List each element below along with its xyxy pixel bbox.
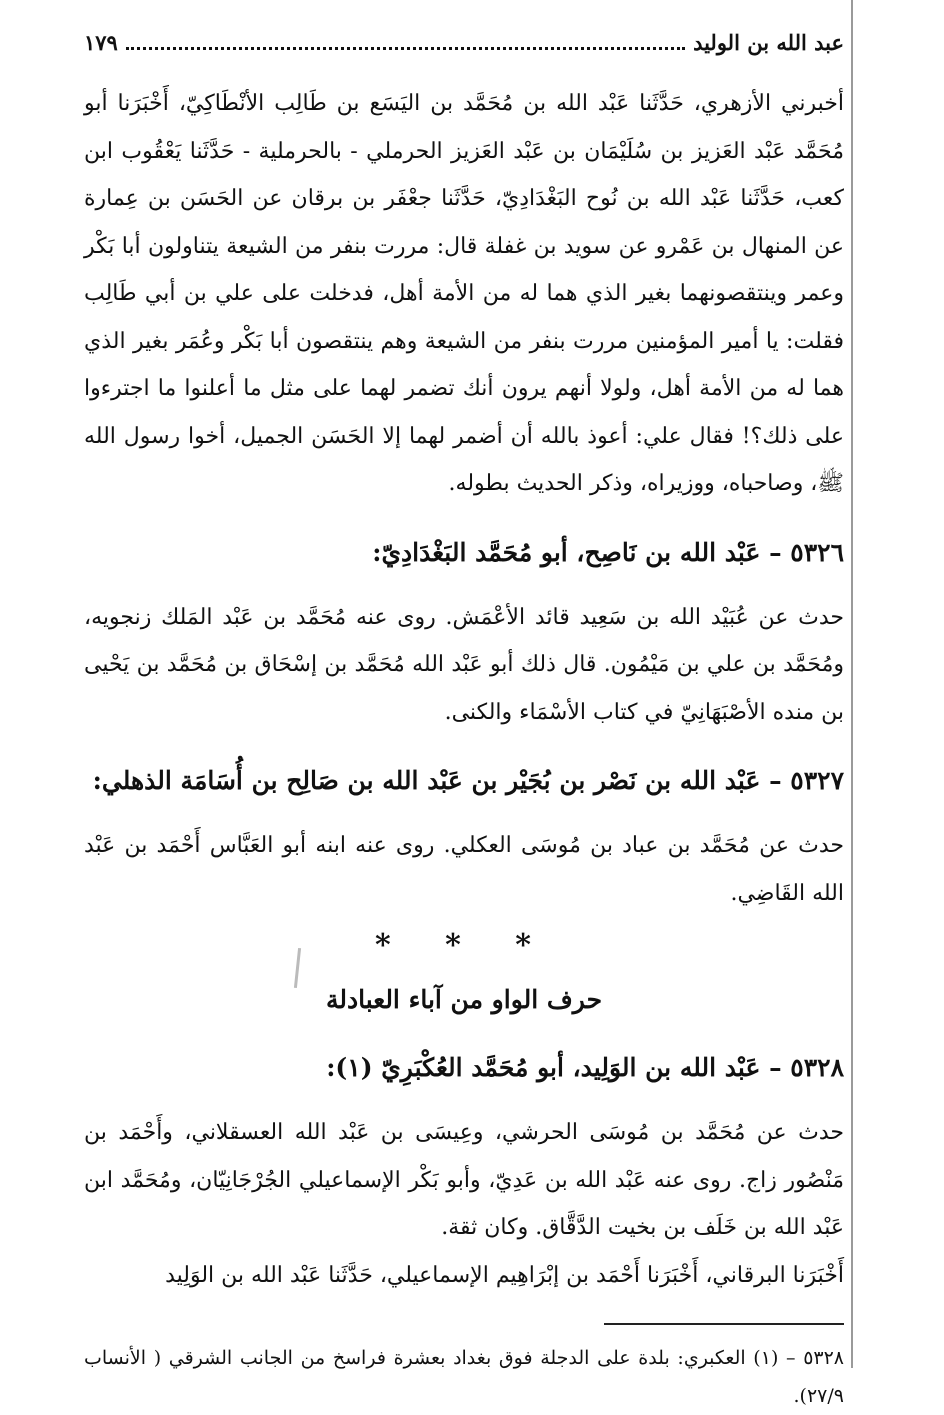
page-number: ١٧٩ <box>84 30 118 55</box>
entry-5327-heading: ٥٣٢٧ – عَبْد الله بن نَصْر بن بُجَيْر بن عَبْد الله بن صَالِح بن أُسَامَة الذهلي: <box>92 766 844 795</box>
header-dot-leader <box>126 47 685 50</box>
entry-5328-body: حدث عن مُحَمَّد بن مُوسَى الحرشي، وعِيسَى بن عَبْد الله العسقلاني، وأَحْمَد بن مَنْصُور زاج. روى عنه عَبْد الله بن عَدِيّ، وأبو بَكْر الإسماعيلي الجُرْجَانِيّان، ومُحَمَّد ابن عَبْد الله بن خَلَف بن بخيت الدَّقَّاق. وكان ثقة. <box>84 1120 844 1240</box>
hadith-paragraph: أخبرني الأزهري، حَدَّثَنا عَبْد الله بن مُحَمَّد بن اليَسَع بن طَالِب الأنْطَاكِيّ، أَخْبَرَنا أبو مُحَمَّد عَبْد العَزيز بن سُلَيْمَان بن عَبْد العَزيز الحرملي - بالحرملية - حَدَّثَنا يَعْقُوب ابن كعب، حَدَّثَنا عَبْد الله بن نُوح البَغْدَادِيّ، حَدَّثَنا جعْفَر بن برقان عن الحَسَن بن عِمارة عن المنهال بن عَمْرو عن سويد بن غفلة قال: مررت بنفر من الشيعة يتناولون أبا بَكْر وعمر وينتقصونهما بغير الذي هما له من الأمة أهل، فدخلت على علي بن أبي طَالِب فقلت: يا أمير المؤمنين مررت بنفر من الشيعة وهم ينتقصون أبا بَكْر وعُمَر بغير الذي هما له من الأمة أهل، ولولا أنهم يرون أنك تضمر لهما على مثل ما أعلنوا ما اجترءوا على ذلك؟! فقال علي: أعوذ بالله أن أضمر لهما إلا الحَسَن الجميل، أخوا رسول الله ﷺ، وصاحباه، ووزيراه، وذكر الحديث بطوله. <box>84 91 844 496</box>
entry-5327-body: حدث عن مُحَمَّد بن عباد بن مُوسَى العكلي. روى عنه ابنه أبو العَبَّاس أَحْمَد بن عَبْد الله القَاضِي. <box>84 833 844 906</box>
entry-5328-continuation: أَخْبَرَنا البرقاني، أَخْبَرَنا أَحْمَد بن إبْرَاهِيم الإسماعيلي، حَدَّثَنا عَبْد الله بن الوَلِيد <box>165 1262 844 1288</box>
running-header <box>84 30 844 70</box>
entry-5328-heading: ٥٣٢٨ – عَبْد الله بن الوَلِيد، أبو مُحَمَّد العُكْبَرِيّ (١): <box>326 1053 844 1082</box>
section-separator: * * * <box>375 928 553 963</box>
footnote: ٥٣٢٨ – (١) العكبري: بلدة على الدجلة فوق بغداد بعشرة فراسخ من الجانب الشرقي ( الأنساب ٢٧/٩). <box>84 1347 845 1407</box>
entry-5326-heading: ٥٣٢٦ – عَبْد الله بن نَاصِح، أبو مُحَمَّد البَغْدَادِيّ: <box>372 537 844 567</box>
section-title: حرف الواو من آباء العبادلة <box>325 985 603 1014</box>
footnote-rule <box>604 1323 844 1325</box>
book-spine-line <box>851 0 853 1368</box>
document-page <box>84 30 844 1415</box>
running-title: عبد الله بن الوليد <box>693 30 844 55</box>
entry-5326-body: حدث عن عُبَيْد الله بن سَعِيد قائد الأعْمَش. روى عنه مُحَمَّد بن عَبْد المَلك زنجويه، ومُحَمَّد بن علي بن مَيْمُون. قال ذلك أبو عَبْد الله مُحَمَّد بن إسْحَاق بن مُحَمَّد بن يَحْيى بن منده الأصْبَهَانِيّ في كتاب الأسْمَاء والكنى. <box>84 604 844 725</box>
